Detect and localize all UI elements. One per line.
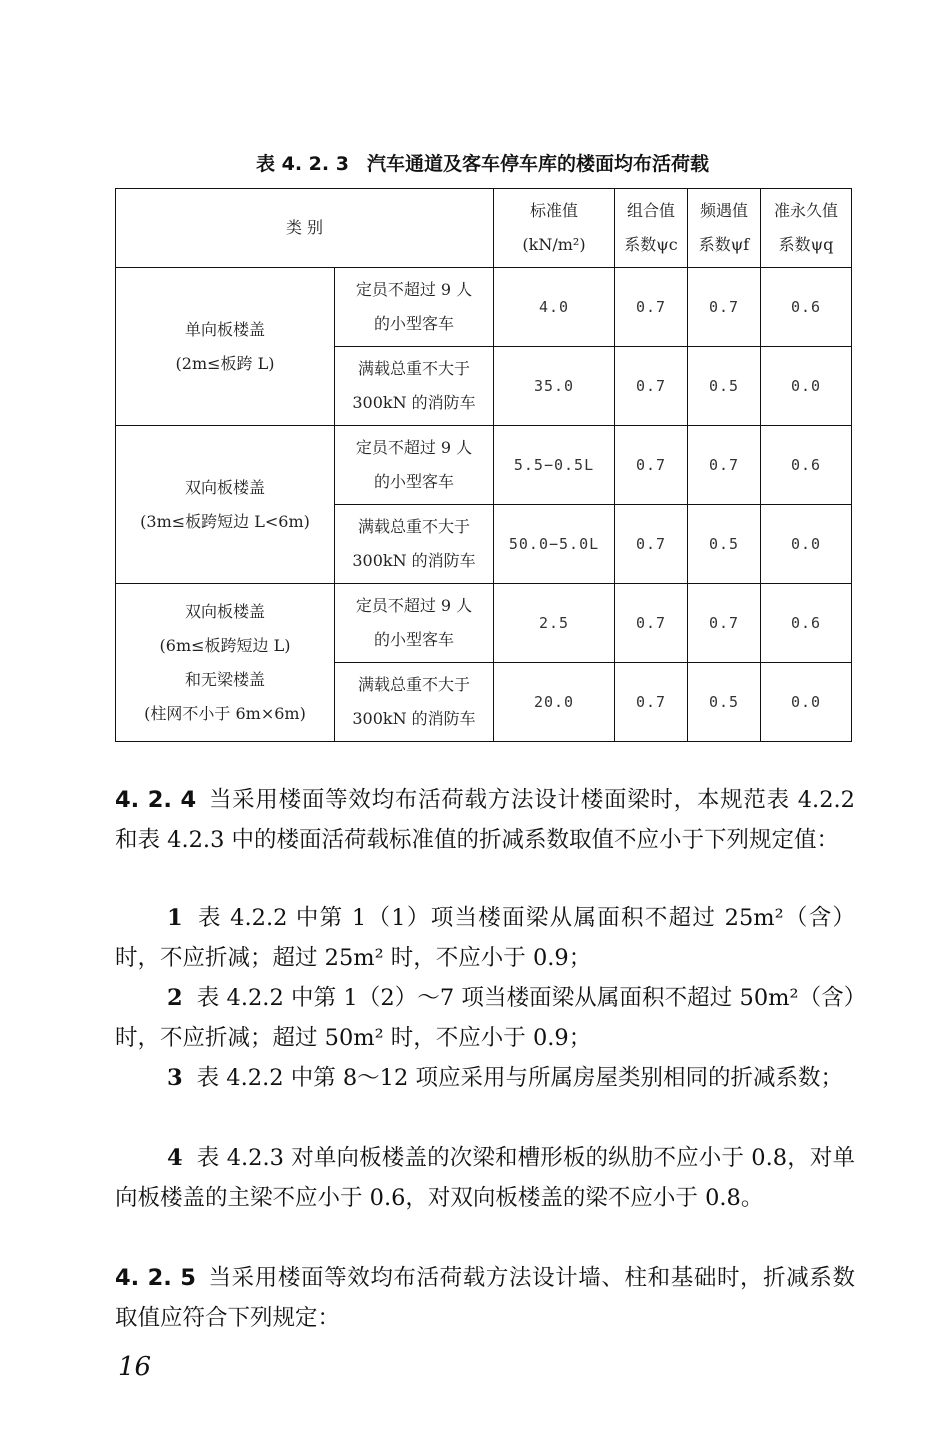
freq-value: 0.7 <box>688 426 761 505</box>
section-4-2-4 <box>115 780 855 860</box>
header-quasi: 准永久值 系数ψq <box>761 189 852 268</box>
freq-value: 0.7 <box>688 584 761 663</box>
freq-value: 0.5 <box>688 347 761 426</box>
vehicle-cell: 满载总重不大于 300kN 的消防车 <box>335 347 494 426</box>
quasi-value: 0.0 <box>761 663 852 742</box>
table-caption-title: 汽车通道及客车停车库的楼面均布活荷载 <box>366 153 709 175</box>
category-cell: 单向板楼盖 (2m≤板跨 L) <box>116 268 335 426</box>
table-caption-number: 表 4. 2. 3 <box>256 153 349 175</box>
list-item <box>115 1058 855 1098</box>
combo-value: 0.7 <box>615 584 688 663</box>
section-number: 4. 2. 4 <box>115 787 197 813</box>
vehicle-cell: 满载总重不大于 300kN 的消防车 <box>335 505 494 584</box>
item-text: 表 4.2.2 中第 8～12 项应采用与所属房屋类别相同的折减系数； <box>196 1065 843 1091</box>
header-combo: 组合值 系数ψc <box>615 189 688 268</box>
standard-value: 20.0 <box>494 663 615 742</box>
category-cell: 双向板楼盖 (6m≤板跨短边 L) 和无梁楼盖 (柱网不小于 6m×6m) <box>116 584 335 742</box>
list-item <box>115 978 855 1058</box>
quasi-value: 0.6 <box>761 426 852 505</box>
table-caption <box>115 150 850 178</box>
item-number: 2 <box>167 985 183 1011</box>
list-item <box>115 898 855 978</box>
header-standard: 标准值 (kN/m²) <box>494 189 615 268</box>
vehicle-cell: 定员不超过 9 人 的小型客车 <box>335 268 494 347</box>
standard-value: 2.5 <box>494 584 615 663</box>
standard-value: 4.0 <box>494 268 615 347</box>
standard-value: 5.5−0.5L <box>494 426 615 505</box>
list-item <box>115 1138 855 1218</box>
section-number: 4. 2. 5 <box>115 1265 196 1291</box>
standard-value: 50.0−5.0L <box>494 505 615 584</box>
item-text: 表 4.2.3 对单向板楼盖的次梁和槽形板的纵肋不应小于 0.8，对单向板楼盖的主梁不应小于 0.6，对双向板楼盖的梁不应小于 0.8。 <box>115 1145 855 1211</box>
freq-value: 0.5 <box>688 663 761 742</box>
item-text: 表 4.2.2 中第 1（1）项当楼面梁从属面积不超过 25m²（含）时，不应折减；超过 25m² 时，不应小于 0.9； <box>115 905 855 971</box>
table-row <box>116 268 852 347</box>
combo-value: 0.7 <box>615 426 688 505</box>
quasi-value: 0.6 <box>761 584 852 663</box>
combo-value: 0.7 <box>615 663 688 742</box>
page-number: 16 <box>118 1352 152 1382</box>
quasi-value: 0.0 <box>761 505 852 584</box>
section-4-2-5 <box>115 1258 855 1338</box>
combo-value: 0.7 <box>615 505 688 584</box>
vehicle-cell: 定员不超过 9 人 的小型客车 <box>335 426 494 505</box>
vehicle-cell: 满载总重不大于 300kN 的消防车 <box>335 663 494 742</box>
header-freq: 频遇值 系数ψf <box>688 189 761 268</box>
section-text: 当采用楼面等效均布活荷载方法设计墙、柱和基础时，折减系数取值应符合下列规定： <box>115 1265 855 1331</box>
table-row <box>116 426 852 505</box>
item-number: 3 <box>167 1065 183 1091</box>
table-row <box>116 584 852 663</box>
item-number: 4 <box>167 1145 183 1171</box>
header-category: 类 别 <box>116 189 494 268</box>
table-header-row <box>116 189 852 268</box>
freq-value: 0.7 <box>688 268 761 347</box>
load-table <box>115 188 852 742</box>
vehicle-cell: 定员不超过 9 人 的小型客车 <box>335 584 494 663</box>
quasi-value: 0.6 <box>761 268 852 347</box>
item-number: 1 <box>167 905 183 931</box>
category-cell: 双向板楼盖 (3m≤板跨短边 L<6m) <box>116 426 335 584</box>
quasi-value: 0.0 <box>761 347 852 426</box>
combo-value: 0.7 <box>615 268 688 347</box>
combo-value: 0.7 <box>615 347 688 426</box>
freq-value: 0.5 <box>688 505 761 584</box>
item-text: 表 4.2.2 中第 1（2）～7 项当楼面梁从属面积不超过 50m²（含）时，不应折减；超过 50m² 时，不应小于 0.9； <box>115 985 855 1051</box>
section-text: 当采用楼面等效均布活荷载方法设计楼面梁时，本规范表 4.2.2 和表 4.2.3 中的楼面活荷载标准值的折减系数取值不应小于下列规定值： <box>115 787 855 853</box>
standard-value: 35.0 <box>494 347 615 426</box>
